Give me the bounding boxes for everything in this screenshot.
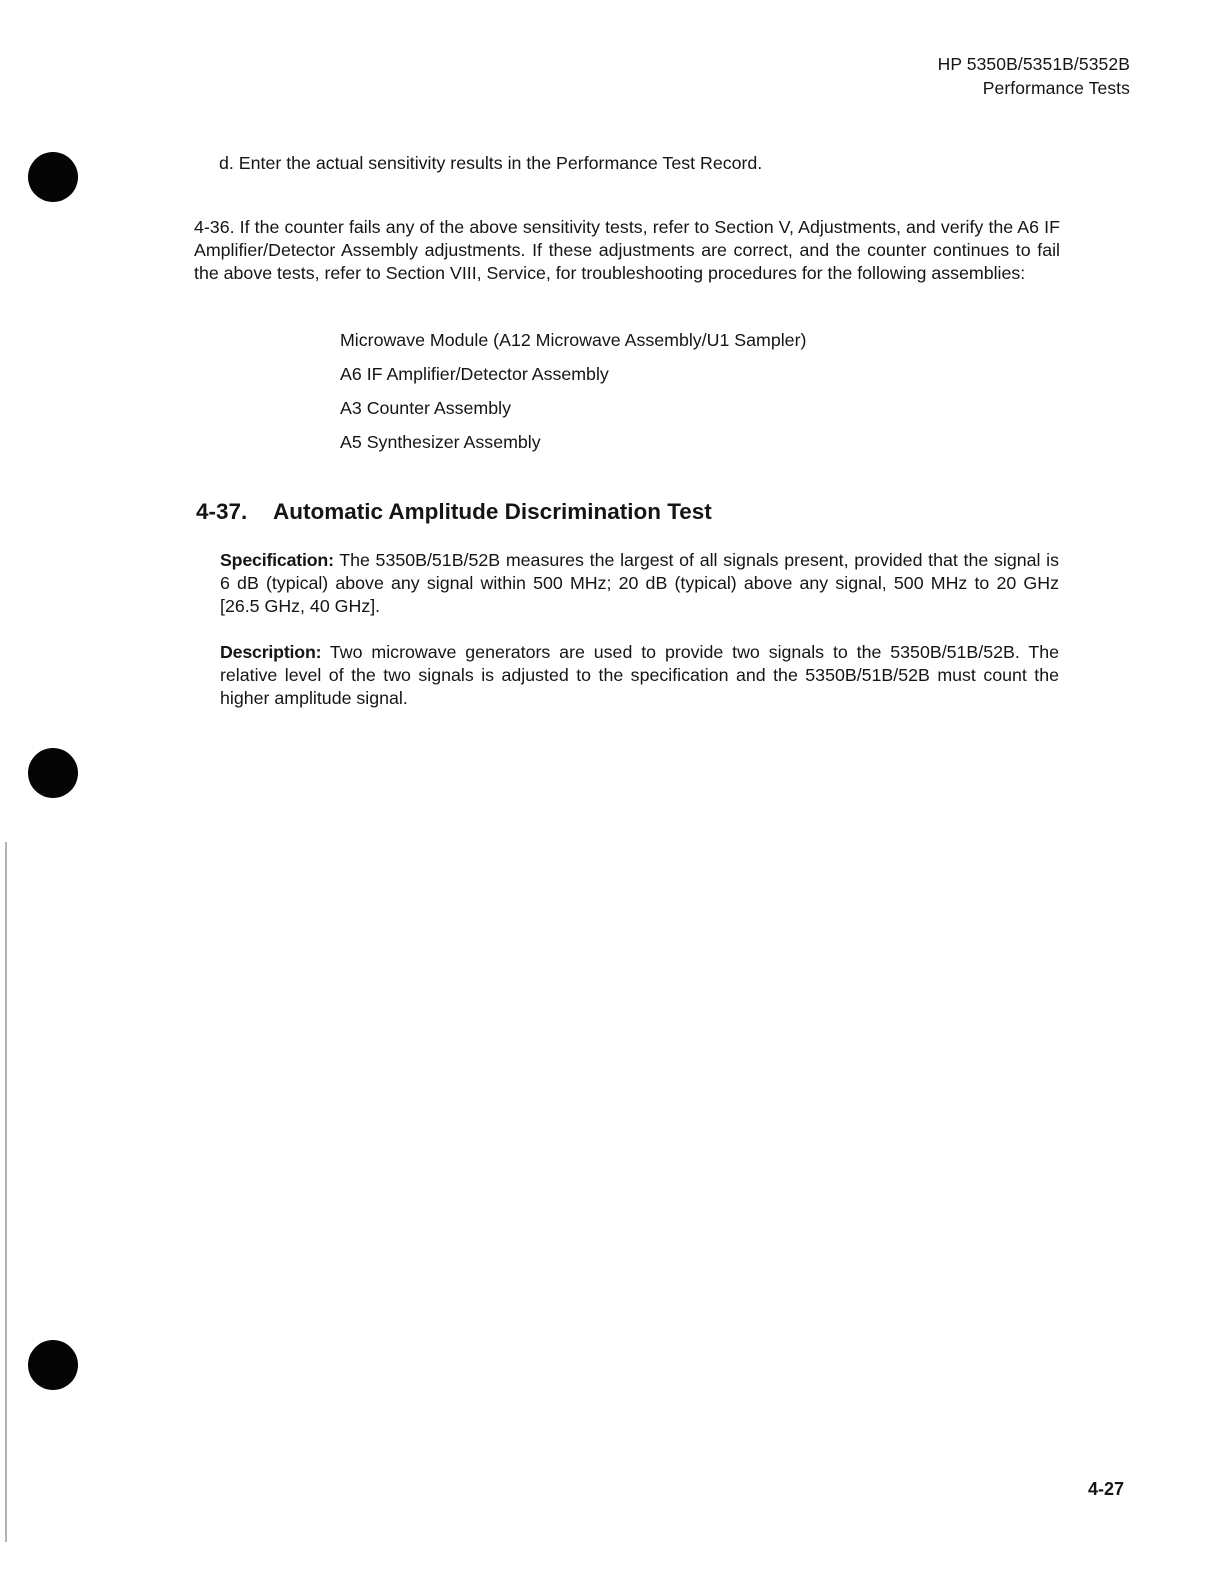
page-number: 4-27 bbox=[1087, 1479, 1124, 1499]
header-chapter: Performance Tests bbox=[982, 78, 1130, 98]
assembly-item: Microwave Module (A12 Microwave Assembly/U1 Sampler) bbox=[340, 330, 807, 350]
page-header bbox=[938, 52, 1130, 100]
specification-paragraph bbox=[220, 549, 1059, 618]
assembly-list bbox=[340, 329, 806, 465]
specification-label: Specification: bbox=[220, 550, 334, 570]
assembly-item: A5 Synthesizer Assembly bbox=[340, 432, 541, 452]
assembly-item: A6 IF Amplifier/Detector Assembly bbox=[340, 364, 609, 384]
description-label: Description: bbox=[220, 642, 322, 662]
procedure-step-d: d. Enter the actual sensitivity results in the Performance Test Record. bbox=[219, 153, 763, 173]
description-text: Two microwave generators are used to provide two signals to the 5350B/51B/52B. The relative level of the two signals is adjusted to the specification and the 5350B/51B/52B must count the higher amplitude signal. bbox=[220, 642, 1059, 708]
section-number: 4-37. bbox=[196, 499, 248, 524]
scan-binding-edge bbox=[5, 842, 7, 1542]
section-heading bbox=[196, 497, 712, 527]
binder-hole-bottom bbox=[28, 1340, 78, 1390]
specification-text: The 5350B/51B/52B measures the largest of all signals present, provided that the signal is 6 dB (typical) above any signal within 500 MHz; 20 dB (typical) above any signal, 500 MHz to 20 GHz [26.5 GHz, 40 GHz]. bbox=[220, 550, 1059, 616]
binder-hole-middle bbox=[28, 748, 78, 798]
description-paragraph bbox=[220, 641, 1059, 710]
section-title: Automatic Amplitude Discrimination Test bbox=[273, 499, 712, 524]
binder-hole-top bbox=[28, 152, 78, 202]
header-model-numbers: HP 5350B/5351B/5352B bbox=[937, 54, 1130, 74]
paragraph-4-36: 4-36. If the counter fails any of the above sensitivity tests, refer to Section V, Adjustments, and verify the A6 IF Amplifier/Detector Assembly adjustments. If these adjustments are correct, and the counter continues to fail the above tests, refer to Section VIII, Service, for troubleshooting procedures for the following assemblies: bbox=[194, 217, 1060, 283]
assembly-item: A3 Counter Assembly bbox=[340, 398, 511, 418]
